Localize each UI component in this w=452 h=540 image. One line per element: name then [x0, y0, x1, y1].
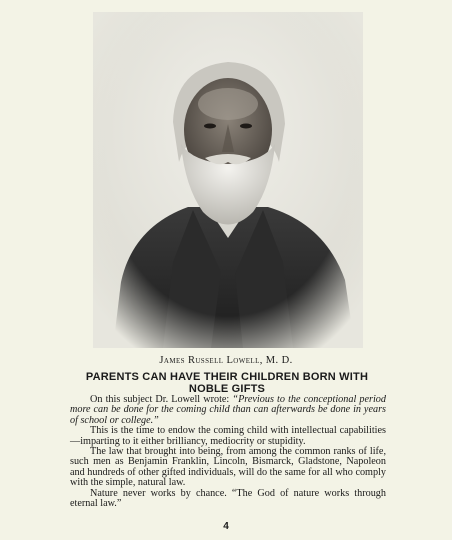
- portrait-photo: [93, 12, 363, 348]
- portrait-illustration: [93, 12, 363, 348]
- paragraph-3: The law that brought into being, from among the common ranks of life, such men as Benjamin Franklin, Lincoln, Bismarck, Gladstone, Napoleon and hundreds of other gifted individuals, will do the same for all who comply with the simple, natural law.: [70, 446, 386, 489]
- article-body: [70, 395, 386, 509]
- article-headline: [62, 371, 392, 395]
- paragraph-1-intro: On this subject Dr. Lowell wrote:: [90, 394, 233, 405]
- paragraph-2: This is the time to endow the coming child with intellectual capabilities—imparting to it either brilliancy, mediocrity or stupidity.: [70, 425, 386, 447]
- page-number: 4: [223, 521, 229, 532]
- paragraph-4: Nature never works by chance. “The God of nature works through eternal law.”: [70, 487, 386, 510]
- paragraph-1-quote: “Previous to the conceptional period more can be done for the coming child than can afterwards be done in years of school or college.”: [70, 394, 386, 426]
- headline-line-1: PARENTS CAN HAVE THEIR CHILDREN BORN WITH: [85, 371, 369, 383]
- headline-line-2: NOBLE GIFTS: [188, 383, 266, 395]
- paragraph-1: [70, 395, 386, 426]
- portrait-caption: James Russell Lowell, M. D.: [159, 355, 293, 366]
